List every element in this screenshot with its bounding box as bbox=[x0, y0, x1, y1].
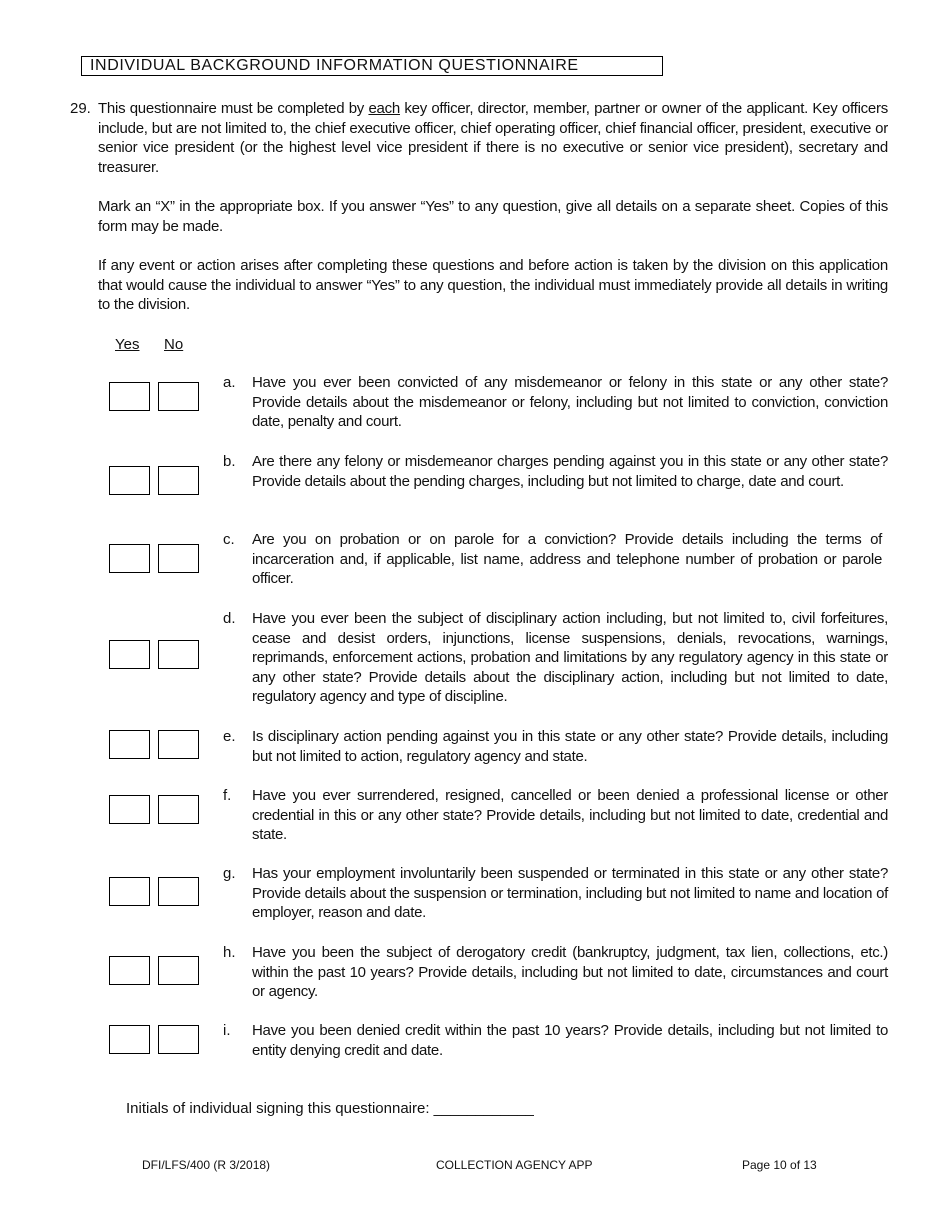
intro-text-pre: This questionnaire must be completed by bbox=[98, 100, 369, 117]
no-checkbox-f[interactable] bbox=[158, 795, 199, 824]
instructions-paragraph: Mark an “X” in the appropriate box. If you answer “Yes” to any question, give all details on a separate sheet. Copies of this form may be made. bbox=[98, 198, 888, 235]
question-letter: h. bbox=[223, 944, 236, 961]
question-letter: d. bbox=[223, 610, 236, 627]
yes-checkbox-g[interactable] bbox=[109, 877, 150, 906]
notice-paragraph: If any event or action arises after completing these questions and before action is taken by the division on this application that would cause the individual to answer “Yes” to any question, the individual must immediately provide all details in writing to the division. bbox=[98, 257, 888, 313]
footer-form-id: DFI/LFS/400 (R 3/2018) bbox=[142, 1158, 271, 1172]
no-checkbox-g[interactable] bbox=[158, 877, 199, 906]
question-text: Has your employment involuntarily been suspended or terminated in this state or any other state? Provide details about the suspension or termination, including but not limited to name and location of employer, reason and date. bbox=[252, 865, 888, 921]
question-number: 29. bbox=[70, 100, 91, 117]
question-letter: i. bbox=[223, 1022, 231, 1039]
no-checkbox-d[interactable] bbox=[158, 640, 199, 669]
question-text: Have you been denied credit within the past 10 years? Provide details, including but not limited to entity denying credit and date. bbox=[252, 1022, 888, 1059]
yes-checkbox-d[interactable] bbox=[109, 640, 150, 669]
question-letter: g. bbox=[223, 865, 236, 882]
question-letter: a. bbox=[223, 374, 236, 391]
yes-column-header: Yes bbox=[115, 336, 140, 353]
form-title: INDIVIDUAL BACKGROUND INFORMATION QUESTIONNAIRE bbox=[81, 56, 663, 76]
footer-page-number: Page 10 of 13 bbox=[742, 1158, 817, 1172]
yes-checkbox-a[interactable] bbox=[109, 382, 150, 411]
yes-checkbox-e[interactable] bbox=[109, 730, 150, 759]
intro-emphasis: each bbox=[368, 100, 400, 117]
question-letter: f. bbox=[223, 787, 232, 804]
question-letter: b. bbox=[223, 453, 236, 470]
question-text: Are there any felony or misdemeanor charges pending against you in this state or any other state? Provide details about the pending charges, including but not limited to charge, date and court. bbox=[252, 453, 888, 490]
intro-text-post: key officer, director, member, partner or owner of the applicant. Key officers include, but are not limited to, the chief executive officer, chief operating officer, chief financial officer, president, executive or senior vice president (or the highest level vice president if there is no executive or senior vice president), secretary and treasurer. bbox=[98, 100, 888, 176]
question-letter: e. bbox=[223, 728, 236, 745]
no-column-header: No bbox=[164, 336, 184, 353]
question-text: Have you ever been the subject of disciplinary action including, but not limited to, civil forfeitures, cease and desist orders, injunctions, license suspensions, denials, revocations, warnings, reprimands, enforcement actions, probation and limitations by any regulatory agency in this state or any other state? Provide details about the disciplinary action, including but not limited to date, regulatory agency and type of discipline. bbox=[252, 610, 888, 705]
yes-checkbox-c[interactable] bbox=[109, 544, 150, 573]
question-text: Are you on probation or on parole for a conviction? Provide details including the terms of incarceration and, if applicable, list name, address and telephone number of probation or parole officer. bbox=[252, 531, 882, 587]
question-letter: c. bbox=[223, 531, 235, 548]
no-checkbox-i[interactable] bbox=[158, 1025, 199, 1054]
initials-line[interactable]: Initials of individual signing this questionnaire: ____________ bbox=[126, 1100, 534, 1117]
no-checkbox-b[interactable] bbox=[158, 466, 199, 495]
no-checkbox-c[interactable] bbox=[158, 544, 199, 573]
yes-checkbox-h[interactable] bbox=[109, 956, 150, 985]
footer-form-name: COLLECTION AGENCY APP bbox=[436, 1158, 593, 1172]
yes-checkbox-f[interactable] bbox=[109, 795, 150, 824]
question-text: Have you been the subject of derogatory credit (bankruptcy, judgment, tax lien, collections, etc.) within the past 10 years? Provide details, including but not limited to date, circumstances and court or agency. bbox=[252, 944, 888, 1000]
no-checkbox-a[interactable] bbox=[158, 382, 199, 411]
question-text: Have you ever surrendered, resigned, cancelled or been denied a professional license or other credential in this or any other state? Provide details, including but not limited to date, credential and state. bbox=[252, 787, 888, 843]
yes-checkbox-i[interactable] bbox=[109, 1025, 150, 1054]
no-checkbox-h[interactable] bbox=[158, 956, 199, 985]
question-text: Is disciplinary action pending against you in this state or any other state? Provide details, including but not limited to action, regulatory agency and state. bbox=[252, 728, 888, 765]
question-text: Have you ever been convicted of any misdemeanor or felony in this state or any other state? Provide details about the misdemeanor or felony, including but not limited to conviction, conviction date, penalty and court. bbox=[252, 374, 888, 430]
yes-checkbox-b[interactable] bbox=[109, 466, 150, 495]
intro-paragraph bbox=[98, 99, 888, 177]
no-checkbox-e[interactable] bbox=[158, 730, 199, 759]
